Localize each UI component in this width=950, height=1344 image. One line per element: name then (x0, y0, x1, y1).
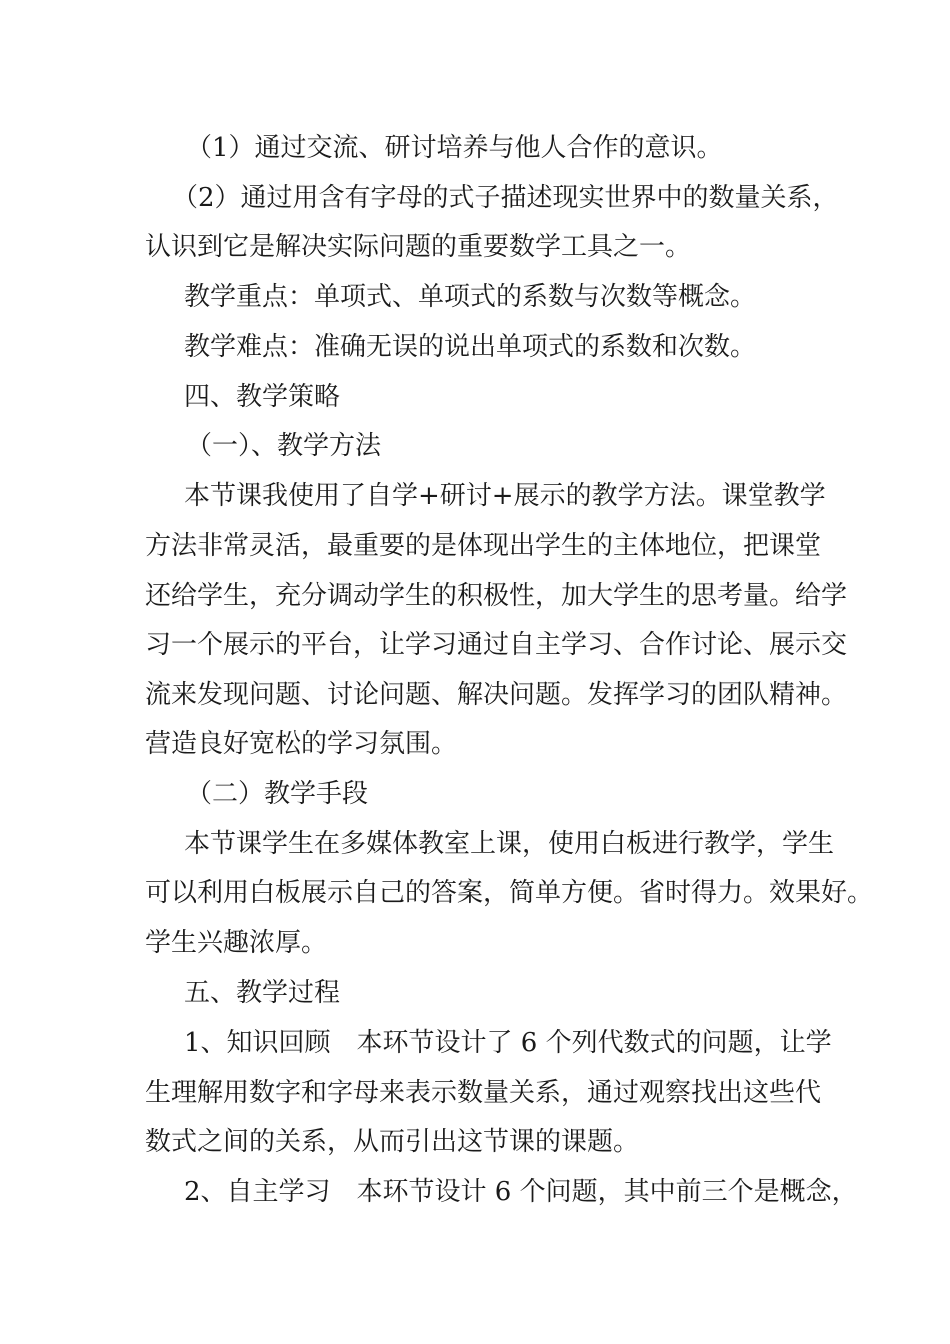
text-line: 习一个展示的平台，让学习通过自主学习、合作讨论、展示交 (145, 630, 848, 660)
text-line: 方法非常灵活，最重要的是体现出学生的主体地位，把课堂 (145, 531, 822, 561)
text-line: 学生兴趣浓厚。 (145, 928, 328, 958)
text-line: 流来发现问题、讨论问题、解决问题。发挥学习的团队精神。 (145, 680, 848, 710)
text-line: （1）通过交流、研讨培养与他人合作的意识。 (186, 133, 723, 163)
text-line: 认识到它是解决实际问题的重要数学工具之一。 (145, 232, 692, 262)
text-line: 还给学生，充分调动学生的积极性，加大学生的思考量。给学 (145, 581, 848, 611)
section-heading: 四、教学策略 (184, 382, 341, 412)
text-line: 1、知识回顾 本环节设计了 6 个列代数式的问题，让学 (184, 1028, 832, 1058)
subsection-heading: （二）教学手段 (186, 779, 369, 809)
text-line: 数式之间的关系，从而引出这节课的课题。 (145, 1127, 640, 1157)
text-line: （2）通过用含有字母的式子描述现实世界中的数量关系， (172, 183, 839, 213)
section-heading: 五、教学过程 (184, 978, 341, 1008)
subsection-heading: （一）、教学方法 (186, 431, 382, 461)
text-line: 教学难点：准确无误的说出单项式的系数和次数。 (184, 332, 757, 362)
text-line: 本节课学生在多媒体教室上课，使用白板进行教学，学生 (184, 829, 835, 859)
text-line: 本节课我使用了自学+研讨+展示的教学方法。课堂教学 (184, 481, 826, 511)
text-line: 生理解用数字和字母来表示数量关系，通过观察找出这些代 (145, 1078, 822, 1108)
text-line: 教学重点：单项式、单项式的系数与次数等概念。 (184, 282, 757, 312)
text-line: 可以利用白板展示自己的答案，简单方便。省时得力。效果好。 (145, 878, 874, 908)
text-line: 营造良好宽松的学习氛围。 (145, 729, 458, 759)
text-line: 2、自主学习 本环节设计 6 个问题，其中前三个是概念， (184, 1177, 858, 1207)
